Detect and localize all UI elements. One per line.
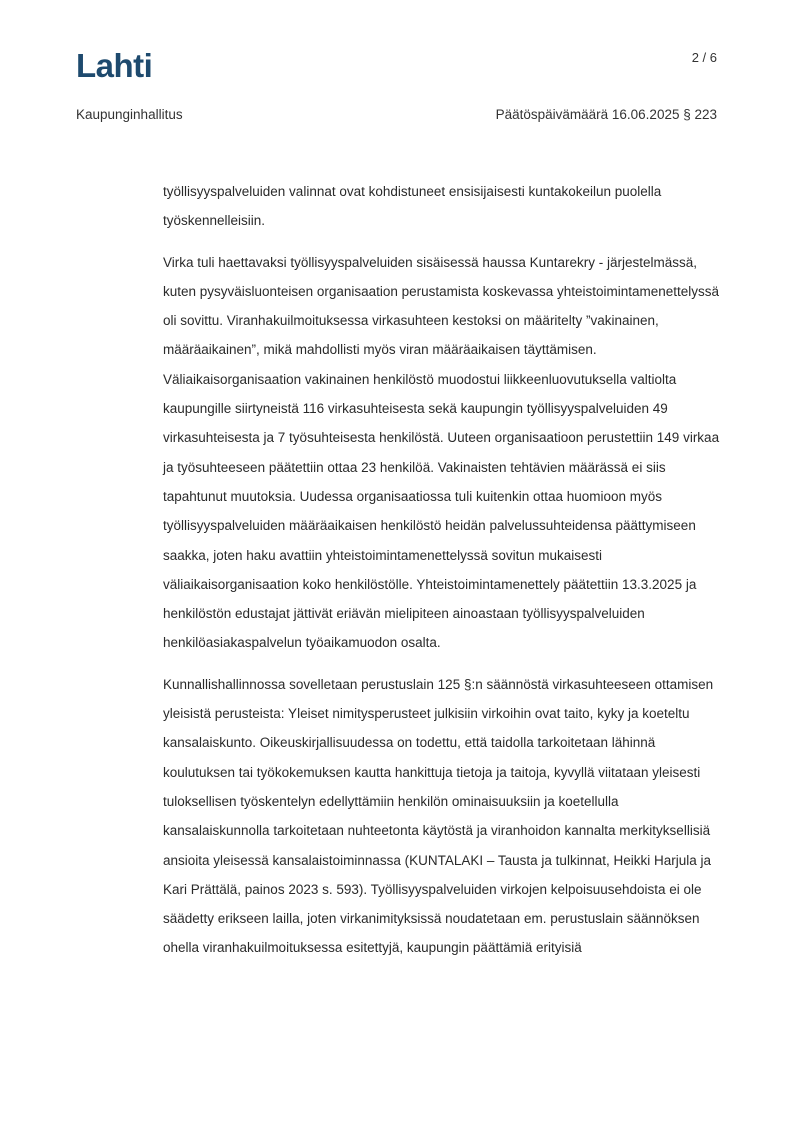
paragraph: Virka tuli haettavaksi työllisyyspalveluiden sisäisessä haussa Kuntarekry - järjestelmässä, kuten pysyväisluonteisen organisaation perustamista koskevassa yhteistoimintamenettelyssä oli sovittu. Viranhakuilmoituksessa virkasuhteen kestoksi on määritelty ”vakinainen, määräaikainen”, mikä mahdollisti myös viran määräaikaisen täyttämisen. Väliaikaisorganisaation vakinainen henkilöstö muodostui liikkeenluovutuksella valtiolta kaupungille siirtyneistä 116 virkasuhteisesta sekä kaupungin työllisyyspalveluiden 49 virkasuhteisesta ja 7 työsuhteisesta henkilöstä. Uuteen organisaatioon perustettiin 149 virkaa ja työsuhteeseen päätettiin ottaa 23 henkilöä. Vakinaisten tehtävien määrässä ei siis tapahtunut muutoksia. Uudessa organisaatiossa tuli kuitenkin ottaa huomioon myös työllisyyspalveluiden määräaikaisen henkilöstö heidän palvelussuhteidensa päättymiseen saakka, joten haku avattiin yhteistoimintamenettelyssä sovitun mukaisesti väliaikaisorganisaation koko henkilöstölle. Yhteistoimintamenettely päätettiin 13.3.2025 ja henkilöstön edustajat jättivät eriävän mielipiteen ainoastaan työllisyyspalveluiden henkilöasiakaspalvelun työaikamuodon osalta. <box>163 254 720 651</box>
paragraph: työllisyyspalveluiden valinnat ovat kohdistuneet ensisijaisesti kuntakokeilun puolella työskennelleisiin. <box>163 184 662 229</box>
lahti-logo <box>76 48 168 82</box>
document-body <box>163 177 720 975</box>
paragraph: Kunnallishallinnossa sovelletaan perustuslain 125 §:n säännöstä virkasuhteeseen ottamisen yleisistä perusteista: Yleiset nimitysperusteet julkisiin virkoihin ovat taito, kyky ja koeteltu kansalaiskunto. Oikeuskirjallisuudessa on todettu, että taidolla tarkoitetaan lähinnä koulutuksen tai työkokemuksen kautta hankittuja tietoja ja taitoja, kyvyllä viitataan yleisesti tuloksellisen työskentelyn edellyttämiin henkilön ominaisuuksiin ja koetellulla kansalaiskunnolla tarkoitetaan nuhteetonta käytöstä ja viranhoidon kannalta merkityksellisiä ansioita yleisessä kansalaistoiminnassa (KUNTALAKI – Tausta ja tulkinnat, Heikki Harjula ja Kari Prättälä, painos 2023 s. 593). Työllisyyspalveluiden virkojen kelpoisuusehdoista ei ole säädetty erikseen lailla, joten virkanimityksissä noudatetaan em. perustuslain säännöksen ohella viranhakuilmoituksessa esitettyjä, kaupungin päättämiä erityisiä <box>163 676 714 956</box>
decision-date: Päätöspäivämäärä 16.06.2025 § 223 <box>495 107 717 122</box>
page-number: 2 / 6 <box>691 50 717 65</box>
logo-text: Lahti <box>76 48 153 82</box>
department-name: Kaupunginhallitus <box>76 107 183 122</box>
